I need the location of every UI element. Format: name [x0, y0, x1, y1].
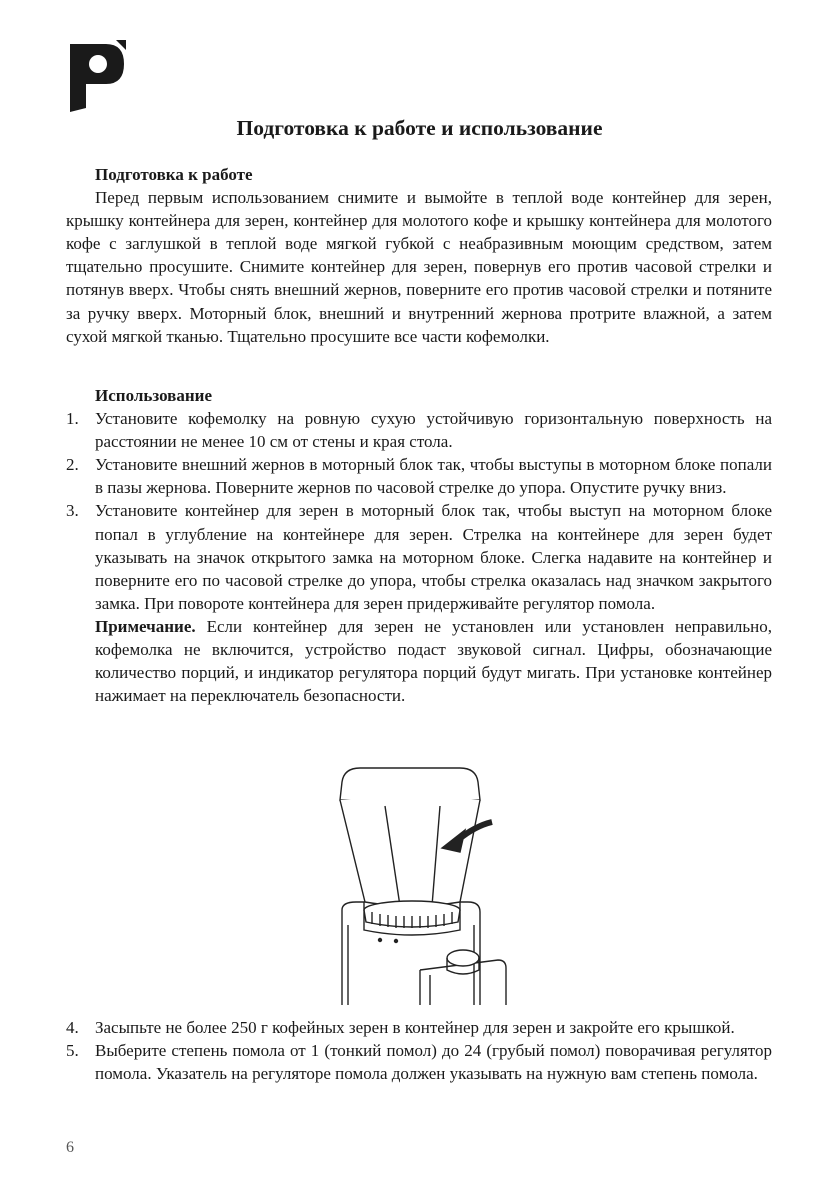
usage-step — [66, 453, 772, 499]
usage-step — [66, 407, 772, 453]
note — [66, 615, 772, 707]
usage-steps-continued-list — [66, 1016, 772, 1085]
usage-step — [66, 1039, 772, 1085]
usage-heading: Использование — [95, 386, 212, 405]
usage-steps — [66, 407, 772, 615]
page-title: Подготовка к работе и использование — [236, 116, 603, 140]
usage-step — [66, 1016, 772, 1039]
step-number: 1. — [66, 409, 79, 429]
step-number: 2. — [66, 455, 79, 475]
step-number: 3. — [66, 501, 79, 521]
step-text: Засыпьте не более 250 г кофейных зерен в контейнер для зерен и закройте его крышкой. — [95, 1018, 735, 1037]
note-text: Если контейнер для зерен не установлен или установлен неправильно, кофемолка не включится, устройство подаст звуковой сигнал. Цифры, обозначающие количество порций, и индикатор регулятора порций будут мигать. При установке контейнер нажимает на переключатель безопасности. — [95, 616, 772, 706]
preparation-section — [66, 163, 772, 348]
page-number: 6 — [66, 1139, 74, 1156]
step-text: Выберите степень помола от 1 (тонкий помол) до 24 (грубый помол) поворачивая регулятор помола. Указатель на регуляторе помола должен указывать на нужную вам степень помола. — [95, 1041, 772, 1084]
step-text: Установите контейнер для зерен в моторный блок так, чтобы выступ на моторном блоке попал в углубление на контейнере для зерен. Стрелка на контейнере для зерен будет указывать на значок открытого замка на моторном блоке. Слегка надавите на контейнер и поверните его по часовой стрелке до упора, чтобы стрелка оказалась над значком закрытого замка. При повороте контейнера для зерен придерживайте регулятор помола. — [95, 501, 772, 613]
usage-steps-continued — [66, 1016, 772, 1085]
brand-logo — [66, 38, 128, 112]
usage-step — [66, 499, 772, 614]
step-number: 4. — [66, 1018, 79, 1037]
preparation-text: Перед первым использованием снимите и вымойте в теплой воде контейнер для зерен, крышку контейнера для зерен, контейнер для молотого кофе и крышку контейнера для молотого кофе с заглушкой в теплой воде мягкой губкой с неабразивным моющим средством, затем тщательно просушите. Снимите контейнер для зерен, повернув его против часовой стрелки и потянув вверх. Чтобы снять внешний жернов, поверните его против часовой стрелки и потяните за ручку вверх. Моторный блок, внешний и внутренний жернова протрите влажной, а затем сухой мягкой тканью. Тщательно просушите все части кофемолки. — [66, 188, 772, 346]
step-text: Установите кофемолку на ровную сухую устойчивую горизонтальную поверхность на расстоянии не менее 10 см от стены и края стола. — [95, 409, 772, 452]
usage-section — [66, 384, 772, 707]
note-label: Примечание. — [95, 616, 196, 636]
step-number: 5. — [66, 1041, 79, 1061]
grinder-illustration — [320, 760, 520, 1010]
step-text: Установите внешний жернов в моторный блок так, чтобы выступы в моторном блоке попали в пазы жернова. Поверните жернов по часовой стрелке до упора. Опустите ручку вниз. — [95, 455, 772, 498]
preparation-heading: Подготовка к работе — [95, 165, 253, 184]
